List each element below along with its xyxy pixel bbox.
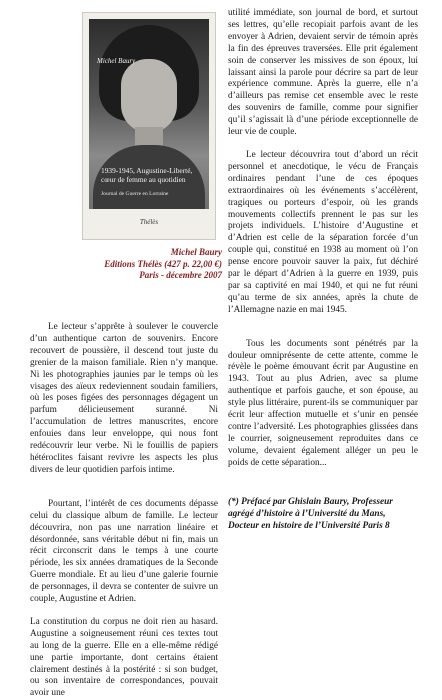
cover-publisher: Thélès xyxy=(139,218,159,226)
cover-subtitle: Journal de Guerre en Lorraine xyxy=(101,191,169,197)
book-cover xyxy=(82,12,216,240)
paragraph: Le lecteur s’apprête à soulever le couvercle d’un authentique carton de souvenirs. Encore recouvert de poussière, il descend tout juste du grenier de la maison familiale. Rien n’y manque. Ni les photographies jaunies par le temps où les visages des aïeux redeviennent soudain familiers, où les poses figées des personnages dégagent un parfum délicieusement suranné. Ni l’accumulation de lettres manuscrites, encore enfouies dans leur enveloppe, qui nous font redécouvrir leur verbe. Ni le fouillis de papiers hétéroclites faisant revivre les aspects les plus divers de leur quotidien parfois intime. xyxy=(30,322,218,475)
paragraph: Pourtant, l’intérêt de ces documents dépasse celui du classique album de famille. Le lecteur découvrira, non pas une narration linéaire et désordonnée, sans véritable début ni fin, mais un récit circonscrit dans le temps à une courte période, les six années dramatiques de la Seconde Guerre mondiale. Et au lieu d’une galerie fournie de personnages, il devra se contenter de suivre un couple, Augustine et Adrien. xyxy=(30,498,218,605)
paragraph: Tous les documents sont pénétrés par la douleur omniprésente de cette attente, comme le révèle le poème émouvant écrit par Augustine en 1943. Tout au plus Adrien, avec sa plume authentique et parfois gauche, et son épouse, au style plus littéraire, purent-ils se communiquer par écrit leur affection mutuelle et s’unir en pensée contre l’adversité. Les photographies glissées dans le courrier, soigneusement reproduites dans ce volume, devaient également alléger un peu le poids de cette séparation... xyxy=(228,338,418,468)
left-text-column xyxy=(30,322,218,700)
caption-edition: Editions Thélès (427 p. 22,00 €) xyxy=(104,258,222,269)
right-text-column xyxy=(228,8,418,470)
footnote: (*) Préfacé par Ghislain Baury, Professeur agrégé d’histoire à l’Université du Mans, Docteur en histoire de l’Université Paris 8 xyxy=(228,497,393,531)
cover-portrait-photo xyxy=(89,19,209,209)
paragraph: utilité immédiate, son journal de bord, et surtout ses lettres, qu’elle recopiait parfois avant de les envoyer à Adrien, devaient servir de témoin après la fin des épreuves traversées. Elle prit également soin de conserver les missives de son époux, lui laissant ainsi la parole pour décrire sa part de leur expérience commune. Après la guerre, elle n’a d’ailleurs pas remise cet ensemble avec le reste des souvenirs de famille, comme pour signifier qu’il s’agissait là d’une période exceptionnelle de leur vie de couple. xyxy=(228,8,418,138)
book-caption xyxy=(96,247,222,282)
caption-author: Michel Baury xyxy=(170,247,222,257)
caption-place-date: Paris - décembre 2007 xyxy=(139,270,222,280)
paragraph: Le lecteur découvrira tout d’abord un récit personnel et anecdotique, le vécu de Français ordinaires pendant l’une de ces époques extraordinaires où les événements s’accélèrent, tragiques ou porteurs d’espoir, où les grands mouvements collectifs prennent le pas sur les projets individuels. L’histoire d’Augustine et d’Adrien est celle de la séparation forcée d’un couple qui, constitué en 1938 au moment où l’on pense encore pouvoir sauver la paix, fut déchiré par le départ d’Adrien à la guerre en 1939, puis par sa captivité en mai 1940, et qui ne fut réuni qu’au terme de six années, après la chute de l’Allemagne nazie en mai 1945. xyxy=(228,149,418,315)
paragraph: La constitution du corpus ne doit rien au hasard. Augustine a soigneusement réuni ces textes tout au long de la guerre. Elle en a elle-même rédigé une partie importante, dont certains étaient clairement destinés à la postérité : si son budget, ou son inventaire de correspondances, pouvait avoir une xyxy=(30,616,218,699)
cover-title: 1939-1945, Augustine-Liberté, cœur de femme au quotidien xyxy=(101,166,193,184)
cover-author: Michel Baury xyxy=(97,57,136,65)
